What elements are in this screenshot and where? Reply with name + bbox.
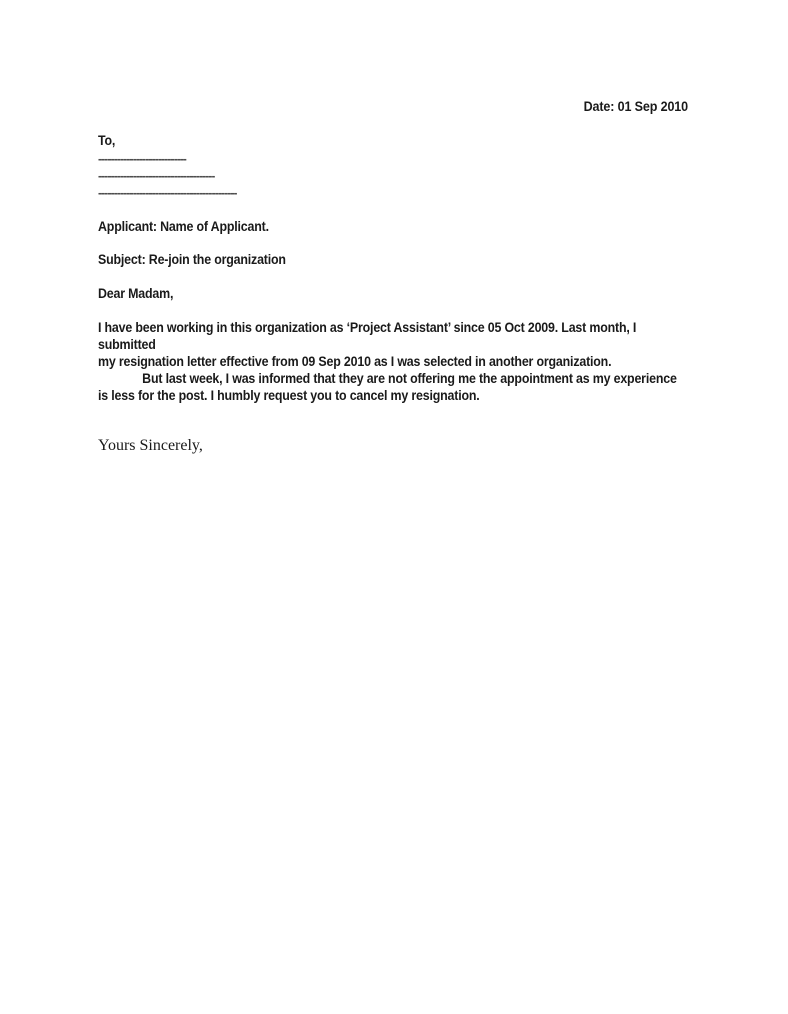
subject-line: Subject: Re-join the organization (98, 252, 286, 267)
salutation-line: Dear Madam, (98, 286, 174, 301)
letter-body (98, 319, 687, 404)
body-line-1: I have been working in this organization as ‘Project Assistant’ since 05 Oct 2009. Last month, I submitted (98, 320, 637, 352)
address-placeholder-line-3: -------------------------------------------- (98, 185, 237, 200)
applicant-line: Applicant: Name of Applicant. (98, 219, 269, 234)
body-line-3: But last week, I was informed that they are not offering me the appointment as my experience (142, 371, 677, 386)
address-placeholder-line-2: ------------------------------------- (98, 168, 215, 183)
body-line-4: is less for the post. I humbly request you to cancel my resignation. (98, 388, 480, 403)
address-placeholder-line-1: ---------------------------- (98, 151, 187, 166)
recipient-label: To, (98, 133, 116, 148)
closing-line: Yours Sincerely, (98, 437, 203, 454)
body-line-2: my resignation letter effective from 09 Sep 2010 as I was selected in another organization. (98, 354, 612, 369)
date-line: Date: 01 Sep 2010 (583, 99, 688, 114)
